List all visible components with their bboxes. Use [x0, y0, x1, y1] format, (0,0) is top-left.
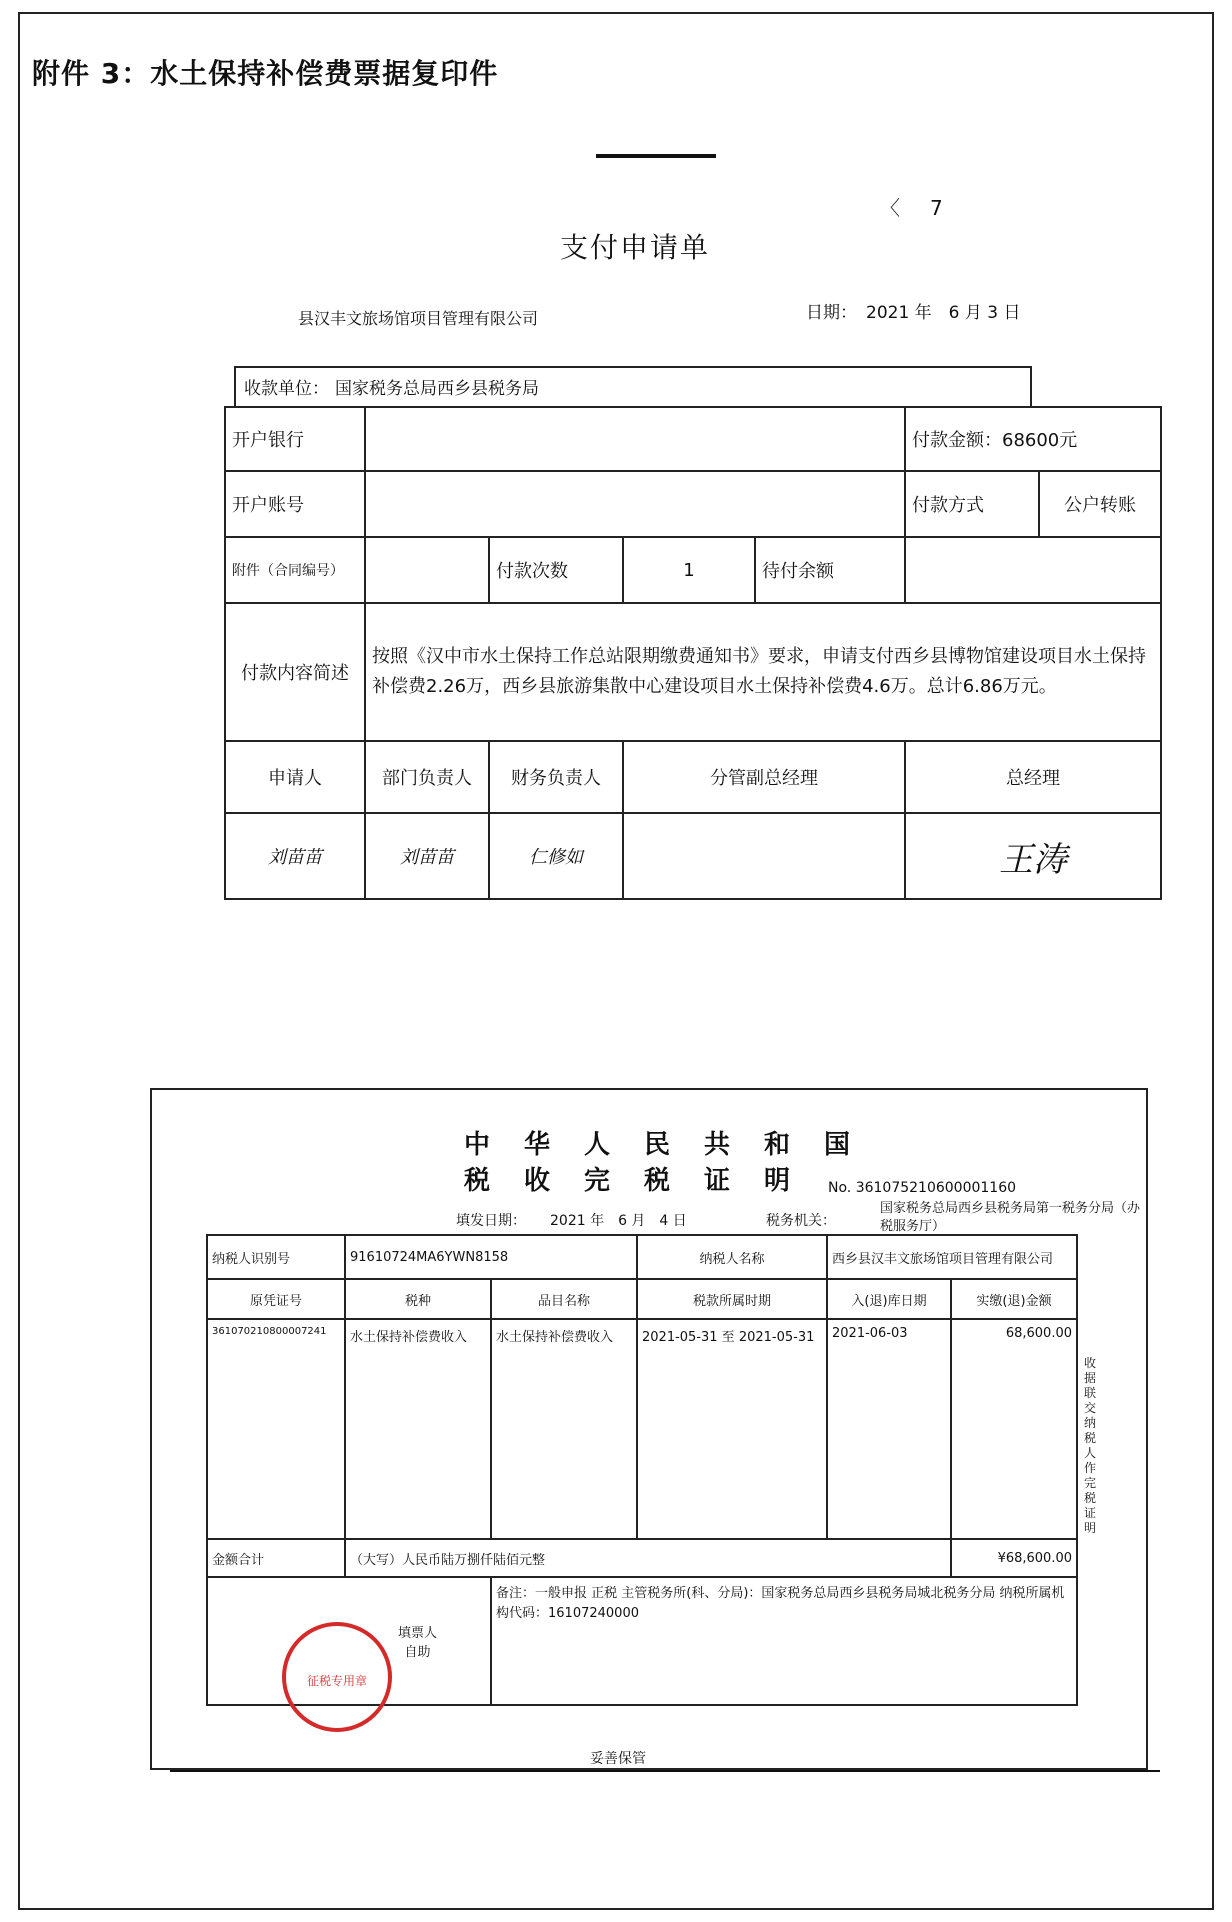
payment-table: [224, 406, 1162, 900]
filler-label: 填票人: [397, 1626, 437, 1641]
payment-form-title: 支付申请单: [560, 231, 711, 264]
times-label: 付款次数: [489, 537, 623, 603]
certificate-footer: 妥善保管: [590, 1751, 646, 1767]
col-date: 入(退)库日期: [827, 1279, 951, 1319]
content-label: 付款内容简述: [225, 603, 365, 741]
method-label: 付款方式: [905, 471, 1039, 537]
method-value: 公户转账: [1039, 471, 1161, 537]
bank-value: [365, 407, 905, 471]
page-heading: 附件 3：水土保持补偿费票据复印件: [32, 57, 499, 90]
balance-value: [905, 537, 1161, 603]
attachment-label: 附件（合同编号）: [225, 537, 365, 603]
side-note: 收据联 交纳税人作完税证明: [1084, 1356, 1097, 1535]
payee-value: 国家税务总局西乡县税务局: [335, 379, 539, 399]
col-item: 品目名称: [491, 1279, 637, 1319]
total-amount: ¥68,600.00: [951, 1539, 1077, 1577]
account-label: 开户账号: [225, 471, 365, 537]
role-finance-head: 财务负责人: [489, 741, 623, 813]
bottom-rule: [170, 1770, 1160, 1772]
table-row: [207, 1319, 1077, 1539]
col-period: 税款所属时期: [637, 1279, 827, 1319]
fill-date-value: 2021 年 6 月 4 日: [550, 1213, 687, 1229]
taxpayer-id-label: 纳税人识别号: [207, 1235, 345, 1279]
row-amount: 68,600.00: [951, 1319, 1077, 1539]
authority-value: 国家税务总局西乡县税务局第一税务分局（办税服务厅）: [880, 1201, 1141, 1234]
date-value: 2021 年 6 月 3 日: [866, 303, 1021, 323]
authority-label: 税务机关：: [766, 1213, 836, 1229]
times-value: 1: [623, 537, 755, 603]
balance-label: 待付余额: [755, 537, 905, 603]
role-dept-head: 部门负责人: [365, 741, 489, 813]
col-amount: 实缴(退)金额: [951, 1279, 1077, 1319]
amount-label: 付款金额：68600元: [905, 407, 1161, 471]
taxpayer-name-value: 西乡县汉丰文旅场馆项目管理有限公司: [827, 1235, 1077, 1279]
row-date: 2021-06-03: [827, 1319, 951, 1539]
col-voucher: 原凭证号: [207, 1279, 345, 1319]
role-applicant: 申请人: [225, 741, 365, 813]
certificate-title-line2: 税收完税证明: [464, 1166, 825, 1196]
taxpayer-id-value: 91610724MA6YWN8158: [345, 1235, 637, 1279]
role-deputy-gm: 分管副总经理: [623, 741, 905, 813]
content-text: 按照《汉中市水土保持工作总站限期缴费通知书》要求，申请支付西乡县博物馆建设项目水土保持补偿费2.26万，西乡县旅游集散中心建设项目水土保持补偿费4.6万。总计6.86万元。: [365, 603, 1161, 741]
payee-label: 收款单位：: [244, 379, 329, 399]
handwritten-marks: 〈7: [880, 196, 973, 220]
signature-finance-head: 仁修如: [489, 813, 623, 899]
row-period: 2021-05-31 至 2021-05-31: [637, 1319, 827, 1539]
row-voucher: 361070210800007241: [207, 1319, 345, 1539]
total-words: （大写）人民币陆万捌仟陆佰元整: [345, 1539, 951, 1577]
date-label: 日期：: [806, 303, 857, 323]
account-value: [365, 471, 905, 537]
filler-value: 自助: [404, 1645, 431, 1660]
signature-dept-head: 刘苗苗: [365, 813, 489, 899]
row-item: 水土保持补偿费收入: [491, 1319, 637, 1539]
bank-label: 开户银行: [225, 407, 365, 471]
signature-gm: 王涛: [905, 813, 1161, 899]
certificate-title-line1: 中华人民共和国: [464, 1130, 885, 1160]
taxpayer-name-label: 纳税人名称: [637, 1235, 827, 1279]
attachment-value: [365, 537, 489, 603]
signature-deputy-gm: [623, 813, 905, 899]
fill-date-label: 填发日期：: [456, 1213, 526, 1229]
company-name: 县汉丰文旅场馆项目管理有限公司: [298, 309, 539, 328]
remark-text: 备注：一般申报 正税 主管税务所(科、分局)：国家税务总局西乡县税务局城北税务分局 纳税所属机构代码：16107240000: [491, 1577, 1077, 1705]
row-tax-type: 水土保持补偿费收入: [345, 1319, 491, 1539]
payee-row: [234, 366, 1032, 408]
top-rule: [596, 154, 716, 158]
certificate-number: No. 361075210600001160: [828, 1180, 1017, 1196]
red-stamp: 征税专用章: [282, 1622, 392, 1732]
role-gm: 总经理: [905, 741, 1161, 813]
total-label: 金额合计: [207, 1539, 345, 1577]
signature-applicant: 刘苗苗: [225, 813, 365, 899]
col-tax-type: 税种: [345, 1279, 491, 1319]
